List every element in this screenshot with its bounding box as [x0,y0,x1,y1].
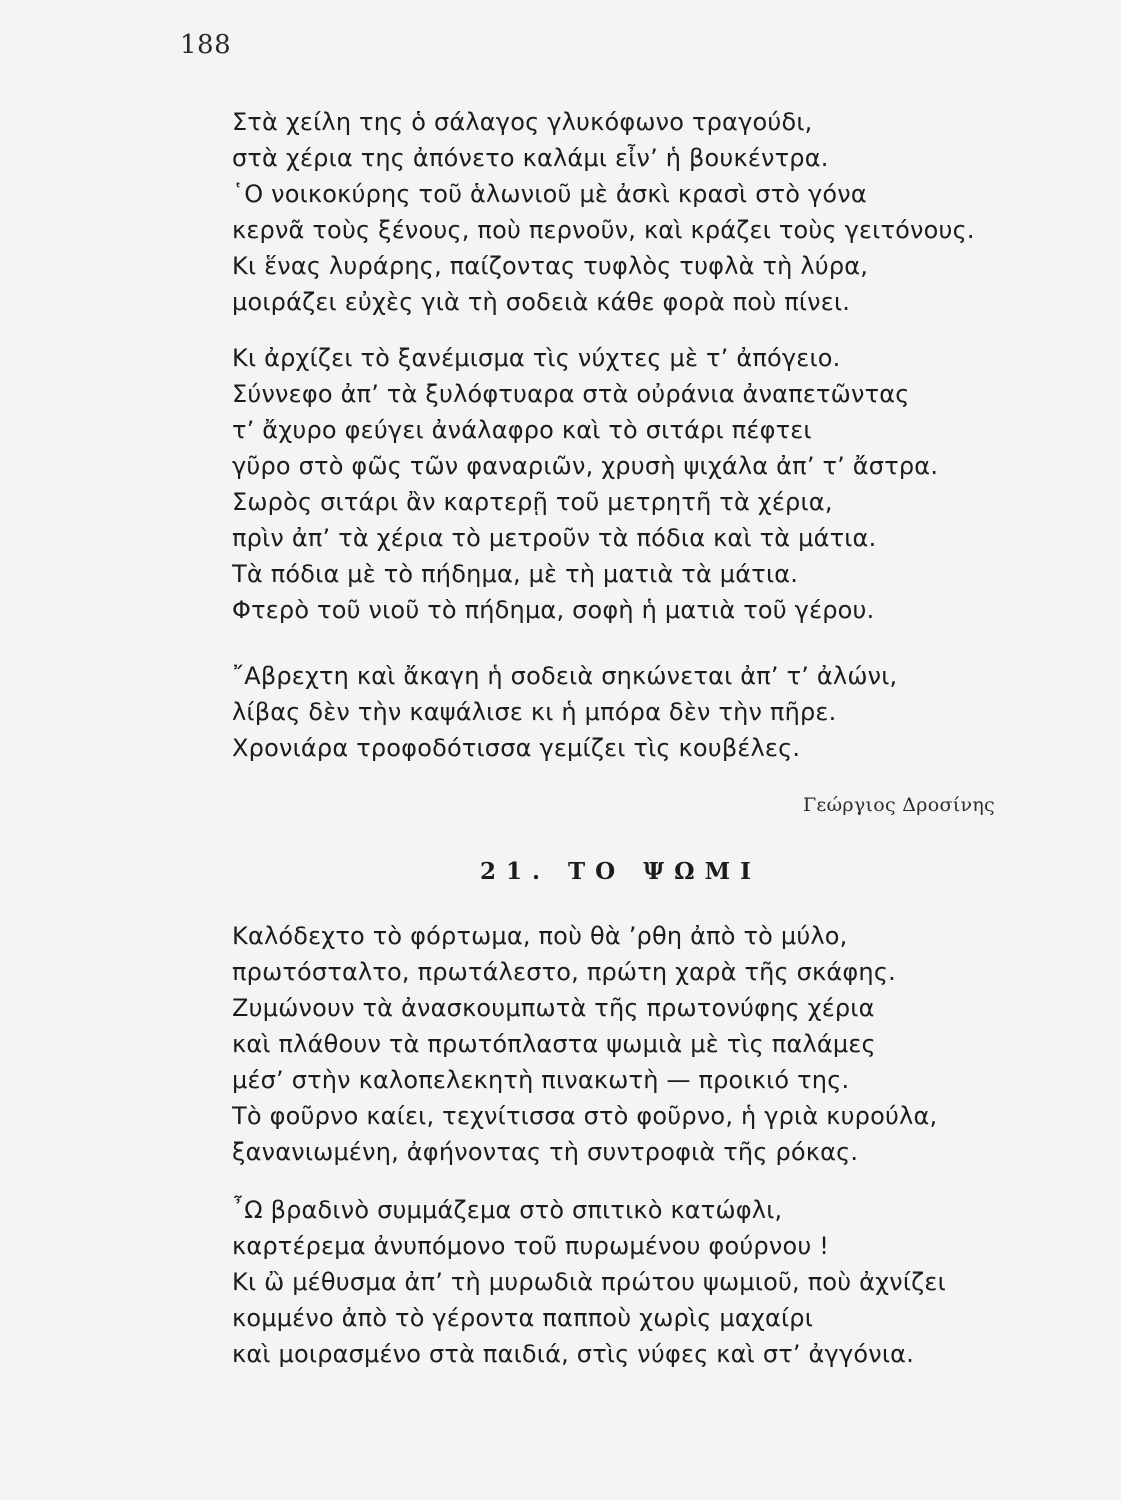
poem-line: Καλόδεχτο τὸ φόρτωμα, ποὺ θὰ ’ρθη ἀπὸ τὸ μύλο, [232,922,848,950]
poem-line: Τὰ πόδια μὲ τὸ πήδημα, μὲ τὴ ματιὰ τὰ μάτια. [232,560,799,588]
poem-line: Στὰ χείλη της ὁ σάλαγος γλυκόφωνο τραγούδι, [232,108,813,136]
author-signature: Γεώργιος Δροσίνης [802,794,995,816]
poem-stanza-4 [232,918,1092,1170]
poem-line: Τὸ φοῦρνο καίει, τεχνίτισσα στὸ φοῦρνο, ἡ γριὰ κυρούλα, [232,1102,938,1130]
poem-line: καὶ μοιρασμένο στὰ παιδιά, στὶς νύφες καὶ στ’ ἀγγόνια. [232,1340,915,1368]
section-title: 21. ΤΟ ΨΩΜΙ [480,858,761,885]
poem-stanza-3 [232,658,1092,766]
poem-line: μέσ’ στὴν καλοπελεκητὴ πινακωτὴ — προικιό της. [232,1066,850,1094]
poem-line: κομμένο ἀπὸ τὸ γέροντα παπποὺ χωρὶς μαχαίρι [232,1304,814,1332]
page-number: 188 [180,30,232,60]
poem-line: Χρονιάρα τροφοδότισσα γεμίζει τὶς κουβέλες. [232,734,801,762]
poem-line: τ’ ἄχυρο φεύγει ἀνάλαφρο καὶ τὸ σιτάρι πέφτει [232,416,812,444]
poem-line: γῦρο στὸ φῶς τῶν φαναριῶν, χρυσὴ ψιχάλα ἀπ’ τ’ ἄστρα. [232,452,939,480]
poem-line: Κι ὢ μέθυσμα ἀπ’ τὴ μυρωδιὰ πρώτου ψωμιοῦ, ποὺ ἀχνίζει [232,1268,946,1296]
poem-line: Κι ἕνας λυράρης, παίζοντας τυφλὸς τυφλὰ τὴ λύρα, [232,252,869,280]
poem-line: λίβας δὲν τὴν καψάλισε κι ἡ μπόρα δὲν τὴν πῆρε. [232,698,837,726]
poem-line: ῏Ω βραδινὸ συμμάζεμα στὸ σπιτικὸ κατώφλι, [232,1196,783,1224]
poem-line: Σωρὸς σιτάρι ἂν καρτερῇ τοῦ μετρητῆ τὰ χέρια, [232,488,833,516]
poem-line: ξανανιωμένη, ἀφήνοντας τὴ συντροφιὰ τῆς ρόκας. [232,1138,859,1166]
poem-line: καὶ πλάθουν τὰ πρωτόπλαστα ψωμιὰ μὲ τὶς παλάμες [232,1030,876,1058]
poem-line: κερνᾶ τοὺς ξένους, ποὺ περνοῦν, καὶ κράζει τοὺς γειτόνους. [232,216,975,244]
poem-line: πρωτόσταλτο, πρωτάλεστο, πρώτη χαρὰ τῆς σκάφης. [232,958,896,986]
poem-line: μοιράζει εὐχὲς γιὰ τὴ σοδειὰ κάθε φορὰ ποὺ πίνει. [232,288,851,316]
poem-line: πρὶν ἀπ’ τὰ χέρια τὸ μετροῦν τὰ πόδια καὶ τὰ μάτια. [232,524,877,552]
poem-line: Φτερὸ τοῦ νιοῦ τὸ πήδημα, σοφὴ ἡ ματιὰ τοῦ γέρου. [232,596,875,624]
poem-line: καρτέρεμα ἀνυπόμονο τοῦ πυρωμένου φούρνου ! [232,1232,830,1260]
poem-stanza-2 [232,340,1092,628]
poem-line: στὰ χέρια της ἀπόνετο καλάμι εἶν’ ἡ βουκέντρα. [232,144,829,172]
poem-line: ῎Αβρεχτη καὶ ἄκαγη ἡ σοδειὰ σηκώνεται ἀπ’ τ’ ἀλώνι, [232,662,898,690]
poem-line: Ζυμώνουν τὰ ἀνασκουμπωτὰ τῆς πρωτονύφης χέρια [232,994,875,1022]
poem-stanza-5 [232,1192,1092,1372]
poem-line: Σύννεφο ἀπ’ τὰ ξυλόφτυαρα στὰ οὐράνια ἀναπετῶντας [232,380,910,408]
poem-stanza-1 [232,104,1092,320]
poem-line: Κι ἀρχίζει τὸ ξανέμισμα τὶς νύχτες μὲ τ’ ἀπόγειο. [232,344,841,372]
poem-line: ῾Ο νοικοκύρης τοῦ ἁλωνιοῦ μὲ ἀσκὶ κρασὶ στὸ γόνα [232,180,867,208]
